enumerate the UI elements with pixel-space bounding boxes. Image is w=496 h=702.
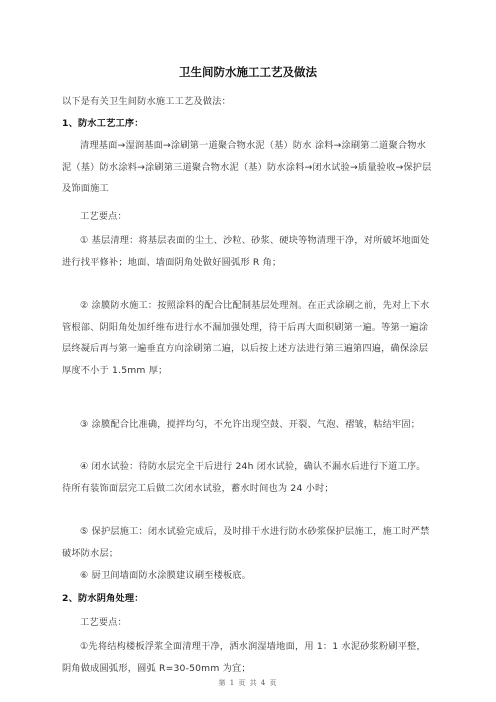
section2-heading: 2、防水阴角处理： bbox=[62, 593, 144, 604]
section1-item-6: ⑥ 厨卫间墙面防水涂膜建议刷至楼板底。 bbox=[80, 570, 252, 581]
page-footer: 第 1 页 共 4 页 bbox=[218, 679, 278, 687]
section1-item-1: ① 基层清理：将基层表面的尘土、沙粒、砂浆、硬块等物清理干净，对所破坏地面处进行找平修补；地面、墙面阴角处做好圆弧形 R 角； bbox=[62, 235, 430, 268]
section1-item-5: ⑤ 保护层施工：闭水试验完成后，及时排干水进行防水砂浆保护层施工，施工时严禁破坏防水层； bbox=[62, 526, 430, 559]
section1-item-2: ② 涂膜防水施工：按照涂料的配合比配制基层处理剂。在正式涂刷之前，先对上下水管根部、阴阳角处加纤维布进行水不漏加强处理，待干后再大面积刷第一遍。等第一遍涂层终凝后再与第一遍垂直方向涂刷第二遍，以后按上述方法进行第三遍第四遍，确保涂层厚度不小于 1.5mm 厚； bbox=[62, 300, 430, 376]
section1-item-4: ④ 闭水试验：待防水层完全干后进行 24h 闭水试验，确认不漏水后进行下道工序。待所有装饰面层完工后做二次闭水试验，蓄水时间也为 24 小时； bbox=[62, 461, 426, 494]
section1-points-label: 工艺要点： bbox=[80, 211, 127, 222]
intro-text: 以下是有关卫生间防水施工工艺及做法： bbox=[62, 96, 231, 107]
section1-heading: 1、防水工艺工序： bbox=[62, 118, 144, 129]
document-title: 卫生间防水施工工艺及做法 bbox=[179, 65, 317, 79]
section1-item-3: ③ 涂膜配合比准确，搅拌均匀，不允许出现空鼓、开裂、气泡、褶皱，粘结牢固； bbox=[80, 419, 421, 430]
section2-item-1: ①先将结构楼板浮浆全面清理干净，洒水润湿墙地面，用 1：1 水泥砂浆粉刷平整，阴角做成圆弧形，圆弧 R=30-50mm 为宜； bbox=[62, 641, 426, 674]
section2-points-label: 工艺要点： bbox=[80, 617, 127, 628]
section1-process: 清理基面→湿润基面→涂刷第一道聚合物水泥（基）防水 涂料→涂刷第二道聚合物水泥（基）防水涂料→涂刷第三道聚合物水泥（基）防水涂料→闭水试验→质量验收→保护层及饰面施工 bbox=[62, 140, 432, 194]
